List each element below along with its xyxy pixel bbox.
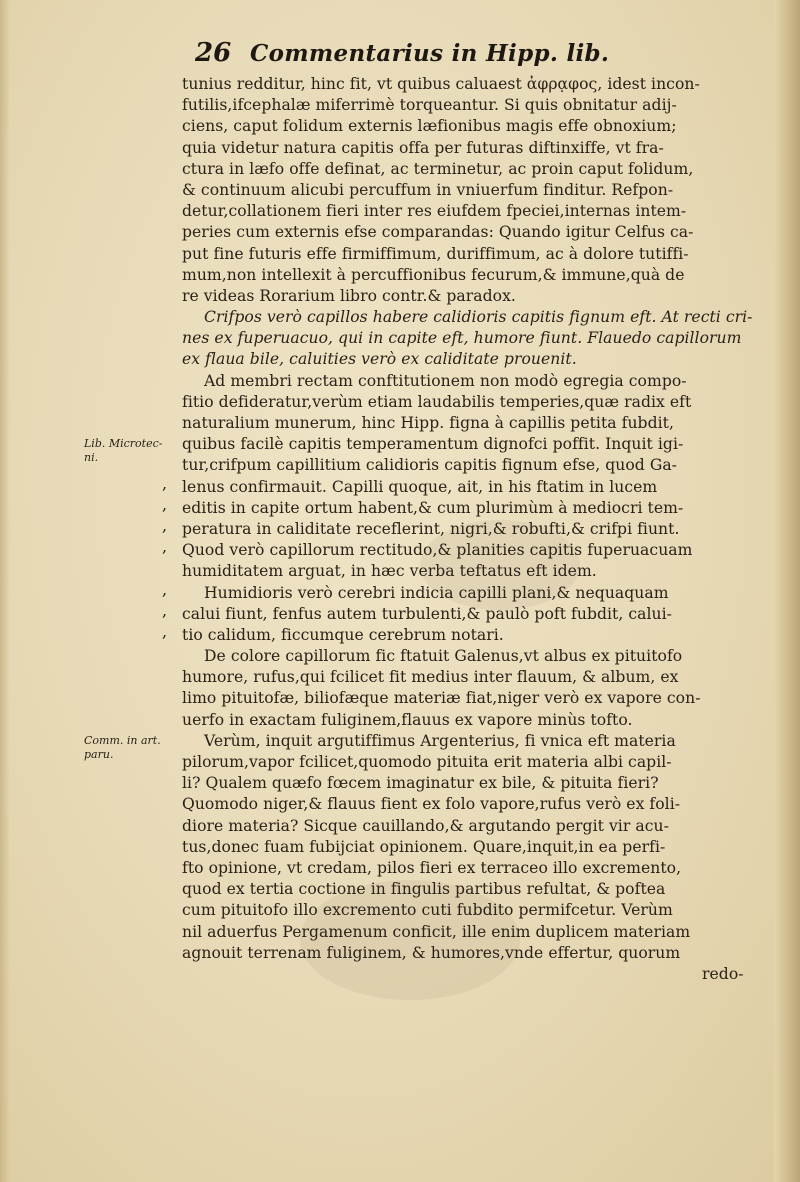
- text-line: nil aduerfus Pergamenum conficit, ille enim duplicem materiam: [182, 922, 691, 941]
- text-line: Verùm, inquit argutiffimus Argenterius, fi vnica eft materia: [204, 731, 676, 750]
- quotation-mark: ,: [162, 473, 168, 493]
- text-line: quibus facilè capitis temperamentum dignofci poffit. Inquit igi-: [182, 435, 684, 454]
- text-line: tio calidum, ficcumque cerebrum notari.: [182, 625, 504, 644]
- quotation-mark: ,: [162, 495, 168, 514]
- text-line: De colore capillorum fic ftatuit Galenus,vt albus ex pituitofo: [204, 647, 683, 666]
- text-line: quod ex tertia coctione in fingulis partibus refultat, & poftea: [182, 880, 666, 899]
- quotation-mark: ,: [162, 537, 168, 557]
- running-header: [195, 38, 675, 72]
- text-line: limo pituitofæ, biliofæque materiæ fiat,niger verò ex vapore con-: [182, 689, 701, 708]
- text-line: pilorum,vapor fcilicet,quomodo pituita erit materia albi capil-: [182, 753, 672, 771]
- marginal-note: Comm. in art. paru.: [84, 734, 161, 762]
- text-line: put fine futuris effe firmiffimum, duriffimum, ac à dolore tutiffi-: [182, 244, 689, 263]
- text-line: ctura in læfo offe definat, ac terminetur, ac proin caput folidum,: [182, 159, 694, 178]
- page-number: 26: [195, 38, 232, 68]
- text-line: redo-: [702, 964, 744, 983]
- text-line: calui fiunt, fenfus autem turbulenti,& paulò poft fubdit, calui-: [182, 604, 673, 623]
- text-line: re videas Rorarium libro contr.& paradox.: [182, 286, 516, 305]
- text-line: editis in capite ortum habent,& cum plurimùm à mediocri tem-: [182, 498, 684, 517]
- text-line: li? Qualem quæfo fœcem imaginatur ex bile, & pituita fieri?: [182, 774, 659, 793]
- text-line: mum,non intellexit à percuffionibus fecurum,& immune,quà de: [182, 265, 685, 284]
- text-line: fto opinione, vt credam, pilos fieri ex terraceo illo excremento,: [182, 858, 682, 877]
- page-edge: [774, 0, 800, 1182]
- page-gutter-shadow: [0, 0, 10, 1182]
- text-line: Crifpos verò capillos habere calidioris capitis fignum eft. At recti cri-: [204, 308, 753, 327]
- text-line: peratura in caliditate receflerint, nigri,& robufti,& crifpi fiunt.: [182, 519, 680, 538]
- quotation-mark: ,: [162, 601, 168, 620]
- text-line: tur,crifpum capillitium calidioris capitis fignum efse, quod Ga-: [182, 456, 677, 475]
- quotation-mark: ,: [162, 516, 168, 536]
- main-text-block: [182, 74, 772, 985]
- text-line: tunius redditur, hinc fit, vt quibus caluaest ἀφρᾳφος, idest incon-: [182, 75, 700, 93]
- text-line: diore materia? Sicque cauillando,& argutando pergit vir acu-: [182, 816, 669, 835]
- text-line: lenus confirmauit. Capilli quoque, ait, in his ftatim in lucem: [182, 477, 658, 496]
- text-line: humiditatem arguat, in hæc verba teftatus eft idem.: [182, 562, 597, 581]
- text-line: detur,collationem fieri inter res eiufdem fpeciei,internas intem-: [182, 202, 687, 221]
- running-title: Commentarius in Hipp. lib.: [250, 40, 610, 67]
- marginal-note: Lib. Microtec- ni.: [84, 437, 163, 465]
- text-line: futilis,ifcephalæ miferrimè torqueantur. Si quis obnitatur adij-: [182, 96, 677, 115]
- text-line: cum pituitofo illo excremento cuti fubdito permifcetur. Verùm: [182, 901, 673, 920]
- text-line: Quod verò capillorum rectitudo,& planities capitis fuperuacuam: [182, 541, 693, 560]
- text-line: quia videtur natura capitis offa per futuras diftinxiffe, vt fra-: [182, 138, 664, 157]
- text-line: tus,donec fuam fubijciat opinionem. Quare,inquit,in ea perfi-: [182, 837, 666, 856]
- text-line: agnouit terrenam fuliginem, & humores,vnde effertur, quorum: [182, 943, 681, 962]
- text-line: nes ex fuperuacuo, qui in capite eft, humore fiunt. Flauedo capillorum: [182, 329, 742, 348]
- quotation-mark: ,: [162, 579, 168, 599]
- text-line: & continuum alicubi percuffum in vniuerfum finditur. Refpon-: [182, 180, 674, 199]
- quotation-mark: ,: [162, 622, 168, 642]
- text-line: ciens, caput folidum externis læfionibus magis effe obnoxium;: [182, 117, 677, 136]
- text-line: fitio defideratur,verùm etiam laudabilis temperies,quæ radix eft: [182, 392, 692, 411]
- text-line: humore, rufus,qui fcilicet fit medius inter flauum, & album, ex: [182, 668, 679, 687]
- text-line: Ad membri rectam conftitutionem non modò egregia compo-: [204, 371, 687, 390]
- text-line: ex flaua bile, caluities verò ex caliditate prouenit.: [182, 350, 577, 369]
- text-line: Quomodo niger,& flauus fient ex folo vapore,rufus verò ex foli-: [182, 795, 681, 814]
- text-line: peries cum externis efse comparandas: Quando igitur Celfus ca-: [182, 223, 694, 242]
- text-line: Humidioris verò cerebri indicia capilli plani,& nequaquam: [204, 583, 669, 602]
- text-line: naturalium munerum, hinc Hipp. figna à capillis petita fubdit,: [182, 414, 674, 432]
- text-line: uerfo in exactam fuliginem,flauus ex vapore minùs tofto.: [182, 710, 633, 729]
